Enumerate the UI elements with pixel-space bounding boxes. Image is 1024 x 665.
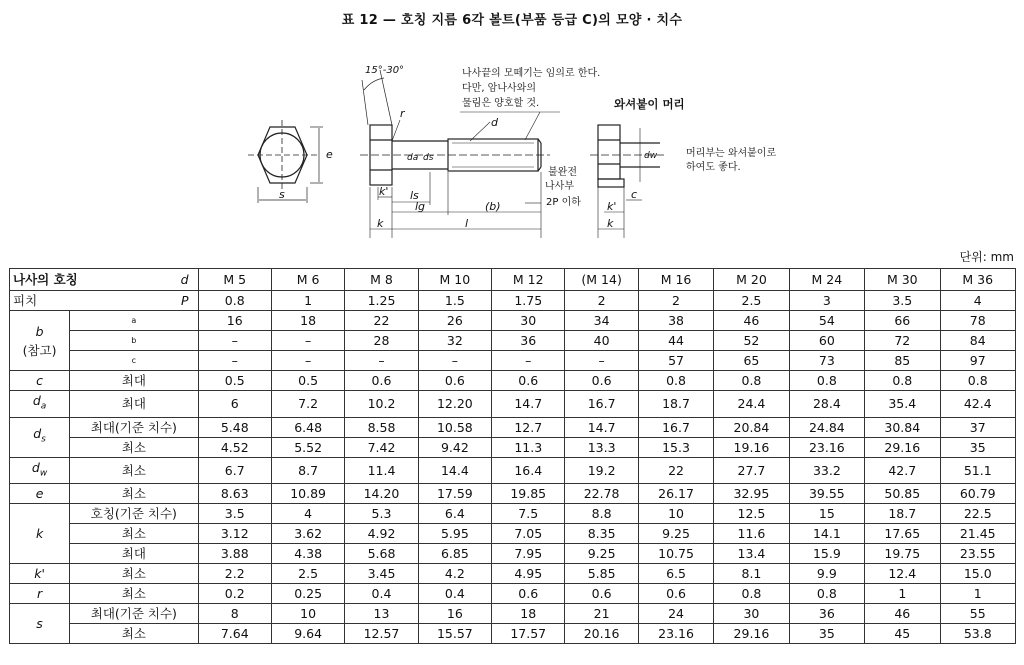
value-cell: 42.4 (940, 391, 1016, 418)
value-cell: 19.75 (865, 544, 940, 564)
value-cell: 30 (492, 311, 565, 331)
value-cell: 4.52 (198, 437, 271, 457)
value-cell: 29.16 (714, 624, 789, 644)
table-row (10, 564, 1016, 584)
value-cell: 10.75 (638, 544, 713, 564)
value-cell: 15.9 (789, 544, 864, 564)
value-cell: 4 (271, 504, 344, 524)
value-cell: 23.16 (638, 624, 713, 644)
value-cell: 97 (940, 351, 1016, 371)
value-cell: 6.85 (418, 544, 491, 564)
label-dw: dw (644, 151, 658, 161)
value-cell: – (198, 351, 271, 371)
value-cell: 10.2 (345, 391, 418, 418)
value-cell: 0.8 (865, 371, 940, 391)
qualifier: 최소 (70, 524, 198, 544)
value-cell: 0.8 (940, 371, 1016, 391)
value-cell: 2.5 (271, 564, 344, 584)
label-kp: k' (379, 185, 389, 198)
flange-head-view (590, 125, 665, 238)
value-cell: – (345, 351, 418, 371)
value-cell: 2 (565, 291, 638, 311)
value-cell: 11.4 (345, 457, 418, 484)
value-cell: 0.6 (565, 584, 638, 604)
table-row (10, 457, 1016, 484)
note-tip-line1: 나사끝의 모떼기는 임의로 한다. (462, 68, 601, 79)
value-cell: 8.8 (565, 504, 638, 524)
value-cell: 0.8 (638, 371, 713, 391)
value-cell: 0.4 (345, 584, 418, 604)
table-row (10, 311, 1016, 331)
header-label: 나사의 호칭 d (10, 269, 199, 291)
value-cell: 2.2 (198, 564, 271, 584)
value-cell: 60.79 (940, 484, 1016, 504)
value-cell: – (271, 331, 344, 351)
value-cell: 0.6 (565, 371, 638, 391)
value-cell: 14.4 (418, 457, 491, 484)
value-cell: 36 (492, 331, 565, 351)
value-cell: 4.95 (492, 564, 565, 584)
table-row (10, 331, 1016, 351)
value-cell: 15.0 (940, 564, 1016, 584)
value-cell: 12.5 (714, 504, 789, 524)
size-header: M 20 (714, 269, 789, 291)
value-cell: 42.7 (865, 457, 940, 484)
value-cell: 12.4 (865, 564, 940, 584)
value-cell: 40 (565, 331, 638, 351)
value-cell: 6.7 (198, 457, 271, 484)
value-cell: 46 (714, 311, 789, 331)
value-cell: 35.4 (865, 391, 940, 418)
value-cell: 8.1 (714, 564, 789, 584)
value-cell: 0.6 (418, 371, 491, 391)
qualifier: 최소 (70, 484, 198, 504)
value-cell: 30.84 (865, 417, 940, 437)
value-cell: 9.25 (565, 544, 638, 564)
value-cell: 11.6 (714, 524, 789, 544)
value-cell: – (198, 331, 271, 351)
page-title: 표 12 — 호칭 지름 6각 볼트(부품 등급 C)의 모양 · 치수 (341, 13, 683, 28)
value-cell: 7.5 (492, 504, 565, 524)
value-cell: 14.7 (565, 417, 638, 437)
qualifier: 최소 (70, 584, 198, 604)
value-cell: 51.1 (940, 457, 1016, 484)
value-cell: 12.20 (418, 391, 491, 418)
unit-label: 단위: mm (959, 250, 1014, 264)
value-cell: 7.95 (492, 544, 565, 564)
table-row (10, 524, 1016, 544)
qualifier: 최대 (70, 391, 198, 418)
value-cell: 30 (714, 604, 789, 624)
value-cell: 26.17 (638, 484, 713, 504)
hex-end-view (248, 120, 323, 203)
value-cell: – (418, 351, 491, 371)
table-row (10, 584, 1016, 604)
value-cell: 10.58 (418, 417, 491, 437)
value-cell: 19.16 (714, 437, 789, 457)
value-cell: 3.5 (865, 291, 940, 311)
value-cell: 35 (789, 624, 864, 644)
value-cell: 23.55 (940, 544, 1016, 564)
spec-table-body (10, 269, 1016, 644)
label-r: r (400, 107, 405, 120)
table-row (10, 291, 1016, 311)
value-cell: 18.7 (638, 391, 713, 418)
ds-label: $d_s$ (10, 417, 70, 457)
value-cell: 19.85 (492, 484, 565, 504)
k-prime-label: k' (10, 564, 70, 584)
note-flange-line1: 머리부는 와셔붙이로 (686, 148, 777, 159)
value-cell: 37 (940, 417, 1016, 437)
value-cell: 78 (940, 311, 1016, 331)
value-cell: 85 (865, 351, 940, 371)
value-cell: 4.38 (271, 544, 344, 564)
value-cell: 0.5 (198, 371, 271, 391)
value-cell: 4 (940, 291, 1016, 311)
value-cell: 0.8 (198, 291, 271, 311)
value-cell: 22 (345, 311, 418, 331)
size-header: (M 14) (565, 269, 638, 291)
value-cell: 16 (418, 604, 491, 624)
value-cell: 2 (638, 291, 713, 311)
dw-label: $d_w$ (10, 457, 70, 484)
value-cell: 17.59 (418, 484, 491, 504)
value-cell: 10 (638, 504, 713, 524)
b-subscript: a (70, 311, 198, 331)
label-l: l (465, 217, 469, 230)
qualifier: 최소 (70, 564, 198, 584)
value-cell: 22.78 (565, 484, 638, 504)
value-cell: 9.9 (789, 564, 864, 584)
label-e: e (326, 148, 333, 161)
value-cell: 44 (638, 331, 713, 351)
value-cell: 1 (271, 291, 344, 311)
value-cell: 36 (789, 604, 864, 624)
value-cell: 1 (940, 584, 1016, 604)
b-label: b (참고) (10, 311, 70, 371)
size-header: M 10 (418, 269, 491, 291)
pitch-note: 2P 이하 (546, 197, 581, 208)
value-cell: 0.8 (714, 371, 789, 391)
value-cell: 15.57 (418, 624, 491, 644)
value-cell: 6.4 (418, 504, 491, 524)
value-cell: 21.45 (940, 524, 1016, 544)
bolt-drawing (0, 0, 1024, 245)
size-header: M 36 (940, 269, 1016, 291)
value-cell: 38 (638, 311, 713, 331)
value-cell: 2.5 (714, 291, 789, 311)
value-cell: 22 (638, 457, 713, 484)
value-cell: 5.95 (418, 524, 491, 544)
value-cell: 29.16 (865, 437, 940, 457)
value-cell: 18.7 (865, 504, 940, 524)
value-cell: 5.85 (565, 564, 638, 584)
qualifier: 최소 (70, 437, 198, 457)
value-cell: 0.8 (789, 584, 864, 604)
value-cell: 11.3 (492, 437, 565, 457)
label-c: c (631, 188, 638, 201)
value-cell: 20.16 (565, 624, 638, 644)
value-cell: 16 (198, 311, 271, 331)
value-cell: 9.64 (271, 624, 344, 644)
value-cell: 7.64 (198, 624, 271, 644)
value-cell: – (492, 351, 565, 371)
value-cell: 55 (940, 604, 1016, 624)
value-cell: 18 (492, 604, 565, 624)
value-cell: 84 (940, 331, 1016, 351)
value-cell: 20.84 (714, 417, 789, 437)
value-cell: 45 (865, 624, 940, 644)
value-cell: 17.57 (492, 624, 565, 644)
value-cell: 17.65 (865, 524, 940, 544)
bolt-side-view (360, 70, 560, 238)
value-cell: 9.42 (418, 437, 491, 457)
label-ls: ls (410, 189, 419, 202)
value-cell: 5.3 (345, 504, 418, 524)
value-cell: 46 (865, 604, 940, 624)
value-cell: 4.2 (418, 564, 491, 584)
value-cell: 3.62 (271, 524, 344, 544)
value-cell: 8.58 (345, 417, 418, 437)
flange-title: 와셔붙이 머리 (614, 97, 685, 111)
value-cell: 26 (418, 311, 491, 331)
size-header: M 12 (492, 269, 565, 291)
value-cell: 7.05 (492, 524, 565, 544)
qualifier: 최대(기준 치수) (70, 604, 198, 624)
value-cell: 0.8 (714, 584, 789, 604)
value-cell: – (271, 351, 344, 371)
value-cell: 1.25 (345, 291, 418, 311)
value-cell: 8 (198, 604, 271, 624)
qualifier: 최대 (70, 371, 198, 391)
value-cell: 3.88 (198, 544, 271, 564)
value-cell: 0.6 (492, 584, 565, 604)
value-cell: 6.48 (271, 417, 344, 437)
value-cell: 1 (865, 584, 940, 604)
table-row (10, 437, 1016, 457)
value-cell: 22.5 (940, 504, 1016, 524)
value-cell: 60 (789, 331, 864, 351)
value-cell: 10.89 (271, 484, 344, 504)
value-cell: 52 (714, 331, 789, 351)
value-cell: 72 (865, 331, 940, 351)
angle-label: 15°-30° (365, 65, 405, 76)
value-cell: 50.85 (865, 484, 940, 504)
value-cell: 8.7 (271, 457, 344, 484)
value-cell: 28 (345, 331, 418, 351)
value-cell: – (565, 351, 638, 371)
table-row (10, 269, 1016, 291)
value-cell: 0.6 (345, 371, 418, 391)
value-cell: 6.5 (638, 564, 713, 584)
size-header: M 30 (865, 269, 940, 291)
r-label: r (10, 584, 70, 604)
value-cell: 24.4 (714, 391, 789, 418)
value-cell: 65 (714, 351, 789, 371)
c-label: c (10, 371, 70, 391)
qualifier: 호칭(기준 치수) (70, 504, 198, 524)
value-cell: 24.84 (789, 417, 864, 437)
value-cell: 3.12 (198, 524, 271, 544)
note-tip-line2: 다만, 암나사와의 (462, 83, 536, 94)
value-cell: 9.25 (638, 524, 713, 544)
value-cell: 0.8 (789, 371, 864, 391)
value-cell: 0.5 (271, 371, 344, 391)
table-row (10, 624, 1016, 644)
label-da: da (407, 153, 419, 163)
value-cell: 1.75 (492, 291, 565, 311)
value-cell: 15.3 (638, 437, 713, 457)
value-cell: 13.3 (565, 437, 638, 457)
value-cell: 5.68 (345, 544, 418, 564)
value-cell: 53.8 (940, 624, 1016, 644)
value-cell: 24 (638, 604, 713, 624)
value-cell: 12.57 (345, 624, 418, 644)
value-cell: 32.95 (714, 484, 789, 504)
value-cell: 23.16 (789, 437, 864, 457)
value-cell: 3 (789, 291, 864, 311)
value-cell: 14.20 (345, 484, 418, 504)
note-incomplete-line1: 불완전 (548, 167, 577, 178)
value-cell: 0.6 (638, 584, 713, 604)
qualifier: 최소 (70, 624, 198, 644)
value-cell: 28.4 (789, 391, 864, 418)
value-cell: 10 (271, 604, 344, 624)
value-cell: 16.4 (492, 457, 565, 484)
value-cell: 16.7 (638, 417, 713, 437)
value-cell: 5.52 (271, 437, 344, 457)
value-cell: 13.4 (714, 544, 789, 564)
value-cell: 18 (271, 311, 344, 331)
value-cell: 15 (789, 504, 864, 524)
value-cell: 8.35 (565, 524, 638, 544)
value-cell: 3.5 (198, 504, 271, 524)
label-k: k (377, 217, 384, 230)
qualifier: 최대(기준 치수) (70, 417, 198, 437)
size-header: M 16 (638, 269, 713, 291)
table-row (10, 544, 1016, 564)
value-cell: 32 (418, 331, 491, 351)
table-row (10, 604, 1016, 624)
note-incomplete-line2: 나사부 (545, 181, 574, 192)
note-tip-line3: 물림은 양호할 것. (462, 98, 540, 109)
label-ds: ds (423, 153, 434, 163)
da-label: $d_a$ (10, 391, 70, 418)
size-header: M 24 (789, 269, 864, 291)
table-row (10, 484, 1016, 504)
label-b: (b) (485, 200, 501, 213)
value-cell: 35 (940, 437, 1016, 457)
size-header: M 8 (345, 269, 418, 291)
qualifier: 최소 (70, 457, 198, 484)
value-cell: 6 (198, 391, 271, 418)
value-cell: 0.6 (492, 371, 565, 391)
value-cell: 0.25 (271, 584, 344, 604)
value-cell: 5.48 (198, 417, 271, 437)
size-header: M 6 (271, 269, 344, 291)
value-cell: 57 (638, 351, 713, 371)
value-cell: 54 (789, 311, 864, 331)
value-cell: 66 (865, 311, 940, 331)
value-cell: 19.2 (565, 457, 638, 484)
spec-table (9, 268, 1016, 644)
value-cell: 21 (565, 604, 638, 624)
value-cell: 73 (789, 351, 864, 371)
value-cell: 4.92 (345, 524, 418, 544)
table-row (10, 504, 1016, 524)
table-row (10, 371, 1016, 391)
value-cell: 1.5 (418, 291, 491, 311)
label-d: d (491, 116, 498, 129)
table-row (10, 391, 1016, 418)
value-cell: 0.2 (198, 584, 271, 604)
value-cell: 13 (345, 604, 418, 624)
qualifier: 최대 (70, 544, 198, 564)
b-subscript: c (70, 351, 198, 371)
note-flange-line2: 하여도 좋다. (686, 162, 741, 173)
value-cell: 39.55 (789, 484, 864, 504)
value-cell: 12.7 (492, 417, 565, 437)
k-label: k (10, 504, 70, 564)
value-cell: 16.7 (565, 391, 638, 418)
b-subscript: b (70, 331, 198, 351)
label-flange-kp: k' (607, 200, 617, 213)
label-flange-k: k (607, 217, 614, 230)
label-lg: lg (415, 200, 426, 213)
value-cell: 8.63 (198, 484, 271, 504)
value-cell: 7.42 (345, 437, 418, 457)
value-cell: 14.7 (492, 391, 565, 418)
s-label: s (10, 604, 70, 644)
table-row (10, 351, 1016, 371)
value-cell: 27.7 (714, 457, 789, 484)
size-header: M 5 (198, 269, 271, 291)
pitch-label: 피치 P (10, 291, 199, 311)
e-label: e (10, 484, 70, 504)
table-row (10, 417, 1016, 437)
value-cell: 14.1 (789, 524, 864, 544)
value-cell: 33.2 (789, 457, 864, 484)
value-cell: 3.45 (345, 564, 418, 584)
label-s: s (279, 188, 285, 201)
value-cell: 0.4 (418, 584, 491, 604)
value-cell: 7.2 (271, 391, 344, 418)
value-cell: 34 (565, 311, 638, 331)
